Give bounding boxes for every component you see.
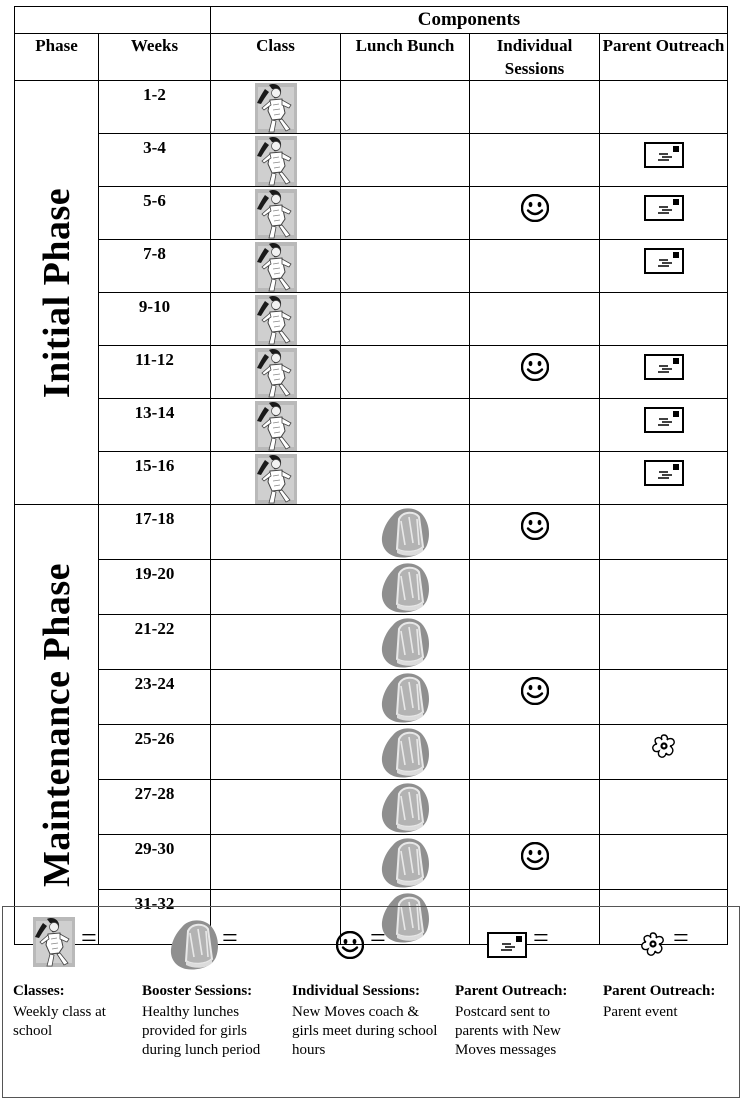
class-cell: [211, 187, 341, 240]
weeks-header: Weeks: [99, 34, 211, 81]
lunch-bag-icon: [379, 507, 431, 559]
postcard-icon: [644, 142, 684, 168]
smiley-icon: [521, 194, 549, 222]
parent-outreach-header: Parent Outreach: [600, 34, 728, 81]
lunch-bunch-cell: [341, 835, 470, 890]
class-cell: [211, 725, 341, 780]
weeks-cell: 31-32: [99, 890, 211, 945]
weeks-cell: 11-12: [99, 346, 211, 399]
weeks-cell: 5-6: [99, 187, 211, 240]
runner-icon: [255, 348, 297, 398]
lunch-bunch-cell: [341, 505, 470, 560]
class-cell: [211, 560, 341, 615]
class-cell: [211, 134, 341, 187]
individual-sessions-cell: [470, 560, 600, 615]
class-header: Class: [211, 34, 341, 81]
parent-outreach-cell: [600, 399, 728, 452]
parent-outreach-cell: [600, 560, 728, 615]
runner-icon: [255, 189, 297, 239]
legend-event-desc: Parent event: [603, 1004, 678, 1020]
lunch-bunch-cell: [341, 560, 470, 615]
legend-individual-title: Individual Sessions:: [292, 983, 420, 999]
individual-sessions-cell: [470, 293, 600, 346]
schedule-row: [15, 134, 728, 187]
schedule-row: [15, 615, 728, 670]
lunch-bunch-cell: [341, 293, 470, 346]
parent-outreach-cell: [600, 293, 728, 346]
flower-icon: [650, 733, 678, 761]
class-cell: [211, 670, 341, 725]
legend-postcard-desc: Postcard sent to parents with New Moves messages: [455, 1004, 561, 1058]
intervention-schedule-table: [14, 6, 728, 945]
parent-outreach-cell: [600, 452, 728, 505]
legend-booster-title: Booster Sessions:: [142, 983, 253, 999]
equals-sign: =: [533, 923, 549, 954]
lunch-bag-icon: [168, 919, 220, 971]
schedule-row: [15, 399, 728, 452]
parent-outreach-cell: [600, 505, 728, 560]
phase-header: Phase: [15, 34, 99, 81]
equals-sign: =: [222, 923, 238, 954]
runner-icon: [255, 83, 297, 133]
weeks-cell: 7-8: [99, 240, 211, 293]
equals-sign: =: [81, 923, 97, 954]
weeks-cell: 21-22: [99, 615, 211, 670]
class-cell: [211, 505, 341, 560]
legend-classes-title: Classes:: [13, 983, 65, 999]
lunch-bunch-cell: [341, 452, 470, 505]
lunch-bunch-cell: [341, 615, 470, 670]
lunch-bunch-header: Lunch Bunch: [341, 34, 470, 81]
class-cell: [211, 346, 341, 399]
class-cell: [211, 81, 341, 134]
lunch-bag-icon: [379, 672, 431, 724]
postcard-icon: [644, 248, 684, 274]
weeks-cell: 27-28: [99, 780, 211, 835]
weeks-cell: 1-2: [99, 81, 211, 134]
legend-postcard-title: Parent Outreach:: [455, 983, 568, 999]
equals-sign: =: [370, 923, 386, 954]
postcard-icon: [487, 932, 527, 958]
lunch-bunch-cell: [341, 240, 470, 293]
weeks-cell: 19-20: [99, 560, 211, 615]
class-cell: [211, 615, 341, 670]
legend-event-title: Parent Outreach:: [603, 983, 716, 999]
postcard-icon: [644, 354, 684, 380]
weeks-cell: 9-10: [99, 293, 211, 346]
postcard-icon: [644, 460, 684, 486]
lunch-bunch-cell: [341, 81, 470, 134]
lunch-bunch-cell: [341, 725, 470, 780]
parent-outreach-cell: [600, 187, 728, 240]
runner-icon: [33, 917, 75, 967]
class-cell: [211, 835, 341, 890]
lunch-bunch-cell: [341, 399, 470, 452]
legend-individual-desc: New Moves coach & girls meet during school hours: [292, 1004, 438, 1058]
class-cell: [211, 452, 341, 505]
runner-icon: [255, 242, 297, 292]
schedule-row: [15, 835, 728, 890]
weeks-cell: 3-4: [99, 134, 211, 187]
weeks-cell: 17-18: [99, 505, 211, 560]
smiley-icon: [336, 931, 364, 959]
initial-phase-label: Initial Phase: [35, 187, 78, 398]
lunch-bag-icon: [379, 727, 431, 779]
schedule-row: [15, 560, 728, 615]
lunch-bunch-cell: [341, 780, 470, 835]
maintenance-phase-label: Maintenance Phase: [35, 562, 78, 887]
runner-icon: [255, 401, 297, 451]
runner-icon: [255, 295, 297, 345]
individual-sessions-cell: [470, 505, 600, 560]
schedule-row: [15, 346, 728, 399]
parent-outreach-cell: [600, 81, 728, 134]
individual-sessions-cell: [470, 835, 600, 890]
schedule-row: [15, 505, 728, 560]
parent-outreach-cell: [600, 670, 728, 725]
parent-outreach-cell: [600, 780, 728, 835]
runner-icon: [255, 454, 297, 504]
individual-sessions-cell: [470, 399, 600, 452]
smiley-icon: [521, 353, 549, 381]
equals-sign: =: [673, 923, 689, 954]
individual-sessions-header: Individual Sessions: [470, 34, 600, 81]
lunch-bunch-cell: [341, 670, 470, 725]
lunch-bag-icon: [379, 837, 431, 889]
initial-phase-cell: [15, 81, 99, 505]
maintenance-phase-cell: [15, 505, 99, 945]
legend: [2, 906, 740, 1098]
smiley-icon: [521, 842, 549, 870]
schedule-row: [15, 240, 728, 293]
legend-classes-desc: Weekly class at school: [13, 1004, 106, 1039]
individual-sessions-cell: [470, 187, 600, 240]
schedule-row: [15, 187, 728, 240]
weeks-cell: 15-16: [99, 452, 211, 505]
postcard-icon: [644, 407, 684, 433]
flower-icon: [639, 931, 667, 959]
individual-sessions-cell: [470, 134, 600, 187]
parent-outreach-cell: [600, 240, 728, 293]
lunch-bunch-cell: [341, 346, 470, 399]
weeks-cell: 25-26: [99, 725, 211, 780]
individual-sessions-cell: [470, 615, 600, 670]
class-cell: [211, 240, 341, 293]
lunch-bag-icon: [379, 562, 431, 614]
lunch-bag-icon: [379, 782, 431, 834]
parent-outreach-cell: [600, 725, 728, 780]
class-cell: [211, 293, 341, 346]
schedule-row: [15, 81, 728, 134]
parent-outreach-cell: [600, 835, 728, 890]
weeks-cell: 23-24: [99, 670, 211, 725]
schedule-row: [15, 452, 728, 505]
lunch-bunch-cell: [341, 134, 470, 187]
components-header: Components: [211, 7, 728, 34]
individual-sessions-cell: [470, 240, 600, 293]
smiley-icon: [521, 512, 549, 540]
weeks-cell: 29-30: [99, 835, 211, 890]
runner-icon: [255, 136, 297, 186]
individual-sessions-cell: [470, 725, 600, 780]
parent-outreach-cell: [600, 134, 728, 187]
schedule-row: [15, 670, 728, 725]
class-cell: [211, 399, 341, 452]
individual-sessions-cell: [470, 670, 600, 725]
parent-outreach-cell: [600, 346, 728, 399]
blank-header-cell: [15, 7, 211, 34]
lunch-bag-icon: [379, 617, 431, 669]
individual-sessions-cell: [470, 780, 600, 835]
postcard-icon: [644, 195, 684, 221]
legend-booster-desc: Healthy lunches provided for girls during lunch period: [142, 1004, 261, 1058]
schedule-row: [15, 780, 728, 835]
smiley-icon: [521, 677, 549, 705]
individual-sessions-cell: [470, 346, 600, 399]
schedule-row: [15, 293, 728, 346]
individual-sessions-cell: [470, 81, 600, 134]
class-cell: [211, 780, 341, 835]
parent-outreach-cell: [600, 615, 728, 670]
weeks-cell: 13-14: [99, 399, 211, 452]
individual-sessions-cell: [470, 452, 600, 505]
schedule-row: [15, 725, 728, 780]
lunch-bunch-cell: [341, 187, 470, 240]
